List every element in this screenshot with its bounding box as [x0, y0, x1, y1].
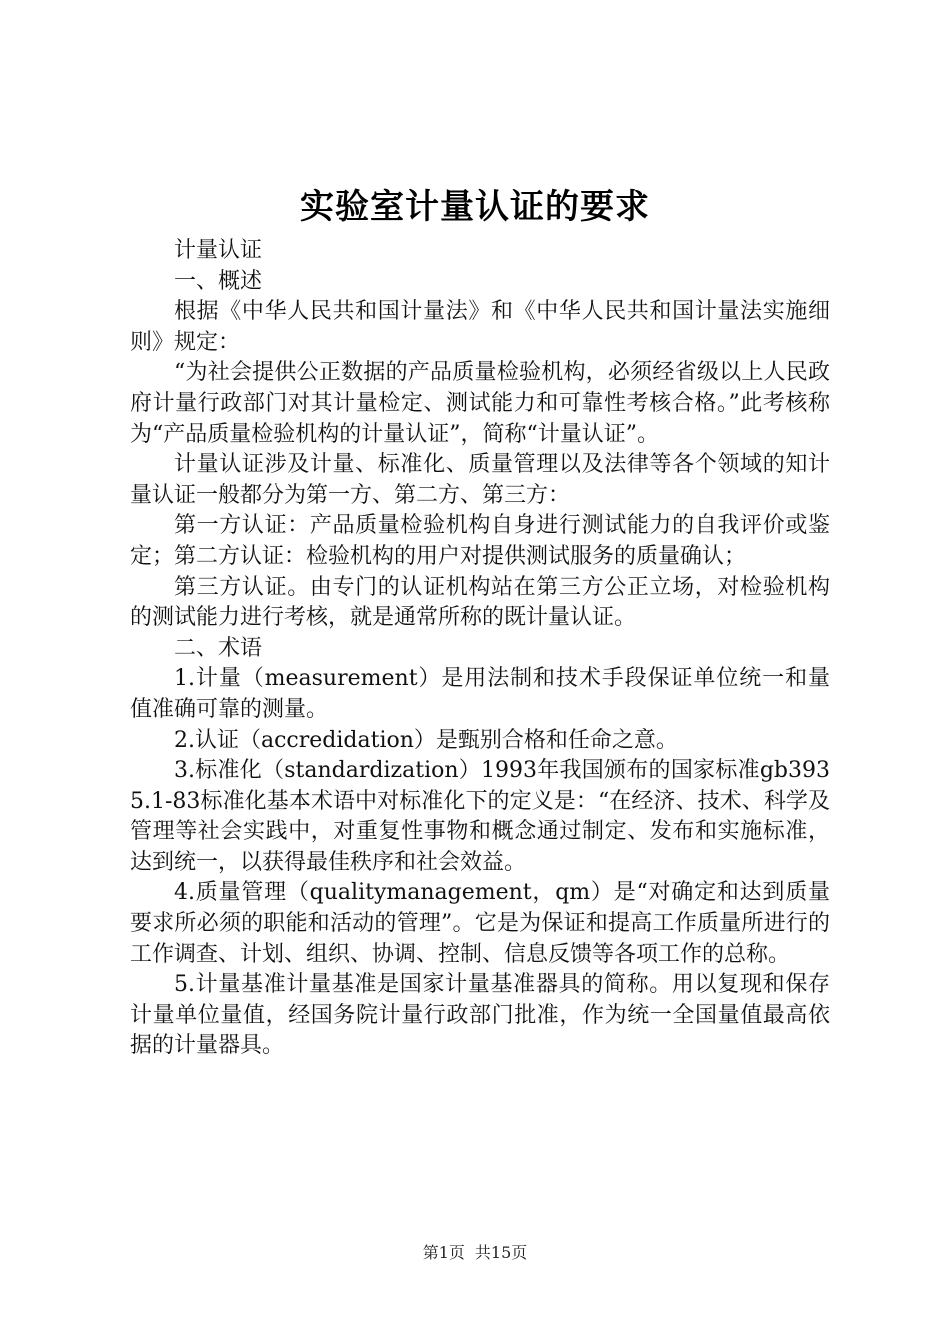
paragraph: 第三方认证。由专门的认证机构站在第三方公正立场，对检验机构的测试能力进行考核，就是通常所称的既计量认证。 [130, 574, 830, 631]
paragraph: 3.标准化（standardization）1993年我国颁布的国家标准gb3935.1-83标准化基本术语中对标准化下的定义是：“在经济、技术、科学及管理等社会实践中，对重复性事物和概念通过制定、发布和实施标准，达到统一，以获得最佳秩序和社会效益。 [130, 758, 830, 875]
paragraph: 一、概述 [174, 268, 263, 294]
paragraph: 计量认证涉及计量、标准化、质量管理以及法律等各个领域的知计量认证一般都分为第一方、第二方、第三方： [130, 452, 830, 508]
paragraph: 二、术语 [174, 635, 263, 661]
paragraph: 第一方认证：产品质量检验机构自身进行测试能力的自我评价或鉴定；第二方认证：检验机构的用户对提供测试服务的质量确认； [130, 513, 830, 569]
paragraph: 1.计量（measurement）是用法制和技术手段保证单位统一和量值准确可靠的测量。 [130, 666, 830, 722]
page-number: 第1页 [422, 1243, 465, 1262]
document-body [130, 236, 830, 1062]
paragraph: 根据《中华人民共和国计量法》和《中华人民共和国计量法实施细则》规定： [130, 299, 830, 355]
paragraph: 4.质量管理（qualitymanagement，qm）是“对确定和达到质量要求所必须的职能和活动的管理”。它是为保证和提高工作质量所进行的工作调查、计划、组织、协调、控制、信息反馈等各项工作的总称。 [130, 880, 830, 967]
paragraph: 2.认证（accredidation）是甄别合格和任命之意。 [174, 727, 678, 753]
paragraph: “为社会提供公正数据的产品质量检验机构，必须经省级以上人民政府计量行政部门对其计量检定、测试能力和可靠性考核合格。”此考核称为“产品质量检验机构的计量认证”，简称“计量认证”。 [130, 360, 830, 447]
paragraph: 计量认证 [174, 238, 263, 263]
paragraph: 5.计量基准计量基准是国家计量基准器具的简称。用以复现和保存计量单位量值，经国务院计量行政部门批准，作为统一全国量值最高依据的计量器具。 [130, 972, 830, 1059]
document-title: 实验室计量认证的要求 [300, 187, 650, 227]
page-footer [0, 1242, 950, 1264]
page-total: 共15页 [474, 1243, 528, 1262]
